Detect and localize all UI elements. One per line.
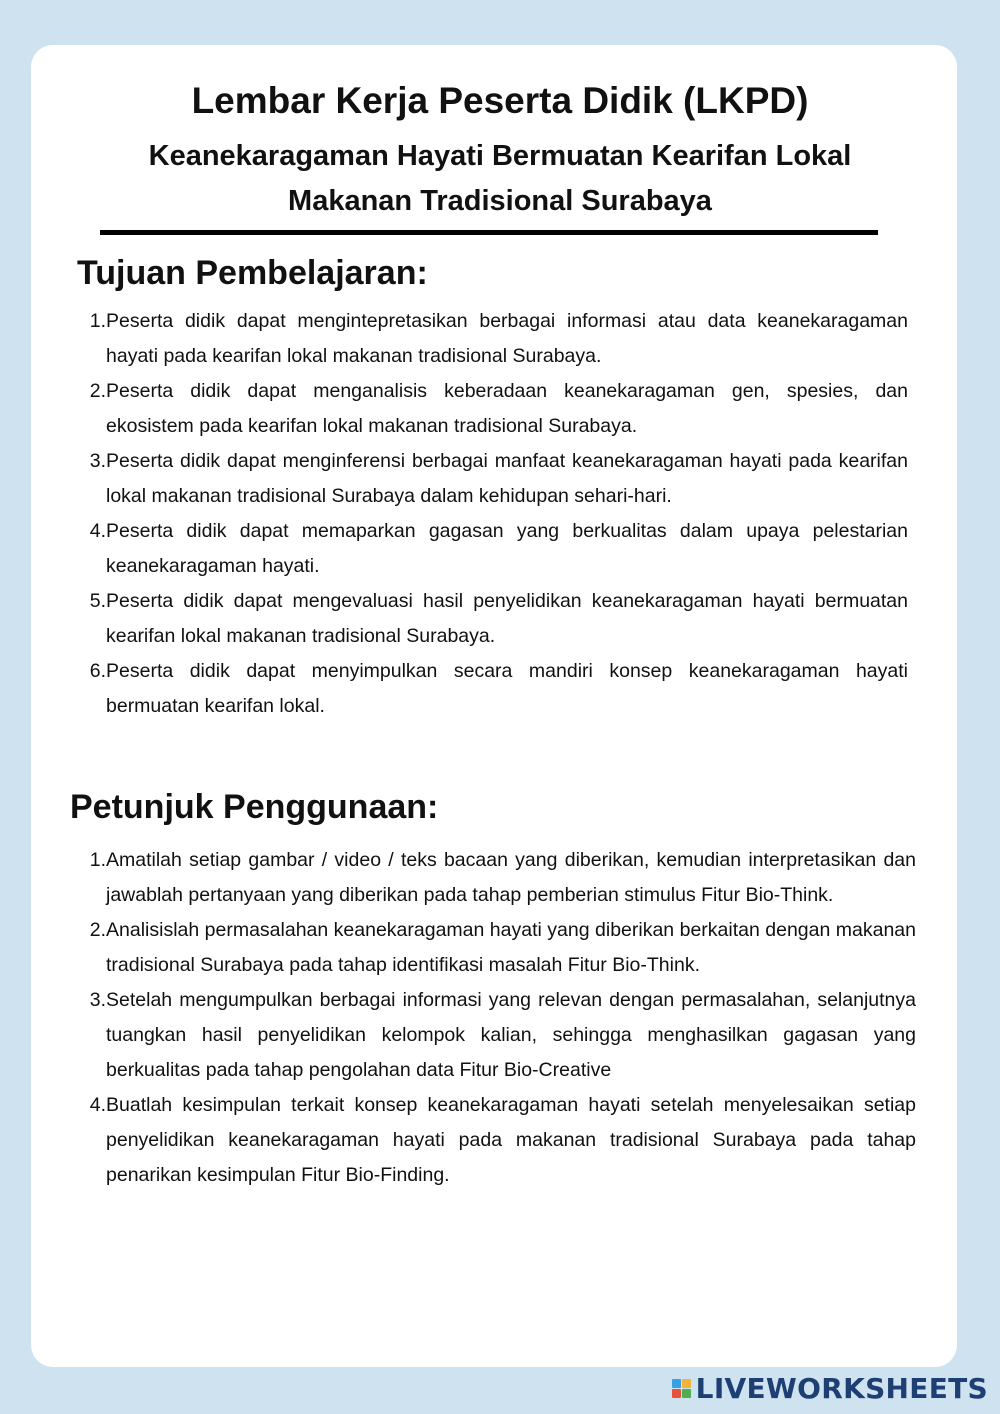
list-item-text: Peserta didik dapat menyimpulkan secara mandiri konsep keanekaragaman hayati bermuatan kearifan lokal. bbox=[106, 660, 908, 717]
page-title: Lembar Kerja Peserta Didik (LKPD) bbox=[191, 80, 809, 121]
list-item bbox=[80, 444, 908, 514]
list-item-number: 3. bbox=[89, 989, 106, 1011]
list-item-text: Peserta didik dapat mengintepretasikan berbagai informasi atau data keanekaragaman hayati pada kearifan lokal makanan tradisional Surabaya. bbox=[106, 310, 908, 367]
tujuan-list bbox=[80, 304, 908, 724]
tujuan-heading: Tujuan Pembelajaran: bbox=[77, 254, 428, 292]
list-item-text: Peserta didik dapat mengevaluasi hasil penyelidikan keanekaragaman hayati bermuatan kearifan lokal makanan tradisional Surabaya. bbox=[106, 590, 908, 647]
petunjuk-list bbox=[80, 843, 916, 1193]
logo-block bbox=[672, 1379, 681, 1388]
list-item bbox=[80, 913, 916, 983]
list-item-number: 2. bbox=[89, 380, 106, 402]
list-item-number: 2. bbox=[89, 919, 106, 941]
liveworksheets-blocks-icon bbox=[672, 1379, 691, 1398]
list-item-text: Setelah mengumpulkan berbagai informasi yang relevan dengan permasalahan, selanjutnya tuangkan hasil penyelidikan kelompok kalian, sehingga menghasilkan gagasan yang berkualitas pada tahap pengolahan data Fitur Bio-Creative bbox=[106, 989, 916, 1081]
list-item bbox=[80, 304, 908, 374]
list-item bbox=[80, 584, 908, 654]
page-subtitle-line1: Keanekaragaman Hayati Bermuatan Kearifan Lokal bbox=[148, 140, 852, 172]
list-item bbox=[80, 843, 916, 913]
petunjuk-heading: Petunjuk Penggunaan: bbox=[70, 788, 439, 826]
liveworksheets-brand-text: LIVEWORKSHEETS bbox=[695, 1372, 988, 1405]
list-item bbox=[80, 983, 916, 1088]
list-item-number: 6. bbox=[89, 660, 106, 682]
list-item-text: Peserta didik dapat memaparkan gagasan yang berkualitas dalam upaya pelestarian keanekaragaman hayati. bbox=[106, 520, 908, 577]
list-item-text: Peserta didik dapat menginferensi berbagai manfaat keanekaragaman hayati pada kearifan lokal makanan tradisional Surabaya dalam kehidupan sehari-hari. bbox=[106, 450, 908, 507]
list-item-text: Analisislah permasalahan keanekaragaman hayati yang diberikan berkaitan dengan makanan tradisional Surabaya pada tahap identifikasi masalah Fitur Bio-Think. bbox=[106, 919, 916, 976]
logo-block bbox=[682, 1389, 691, 1398]
list-item-number: 1. bbox=[89, 310, 106, 332]
list-item-text: Peserta didik dapat menganalisis keberadaan keanekaragaman gen, spesies, dan ekosistem pada kearifan lokal makanan tradisional Surabaya. bbox=[106, 380, 908, 437]
page-subtitle-line2: Makanan Tradisional Surabaya bbox=[288, 185, 712, 217]
list-item-number: 4. bbox=[89, 1094, 106, 1116]
title-divider bbox=[100, 230, 878, 235]
logo-block bbox=[682, 1379, 691, 1388]
list-item bbox=[80, 654, 908, 724]
list-item bbox=[80, 1088, 916, 1193]
list-item-text: Buatlah kesimpulan terkait konsep keanekaragaman hayati setelah menyelesaikan setiap penyelidikan keanekaragaman hayati pada makanan tradisional Surabaya pada tahap penarikan kesimpulan Fitur Bio-Finding. bbox=[106, 1094, 916, 1186]
list-item-number: 4. bbox=[89, 520, 106, 542]
liveworksheets-logo[interactable] bbox=[672, 1372, 988, 1405]
list-item-number: 1. bbox=[89, 849, 106, 871]
logo-block bbox=[672, 1389, 681, 1398]
list-item-number: 3. bbox=[89, 450, 106, 472]
list-item bbox=[80, 514, 908, 584]
list-item-text: Amatilah setiap gambar / video / teks bacaan yang diberikan, kemudian interpretasikan dan jawablah pertanyaan yang diberikan pada tahap pemberian stimulus Fitur Bio-Think. bbox=[106, 849, 916, 906]
list-item bbox=[80, 374, 908, 444]
list-item-number: 5. bbox=[89, 590, 106, 612]
